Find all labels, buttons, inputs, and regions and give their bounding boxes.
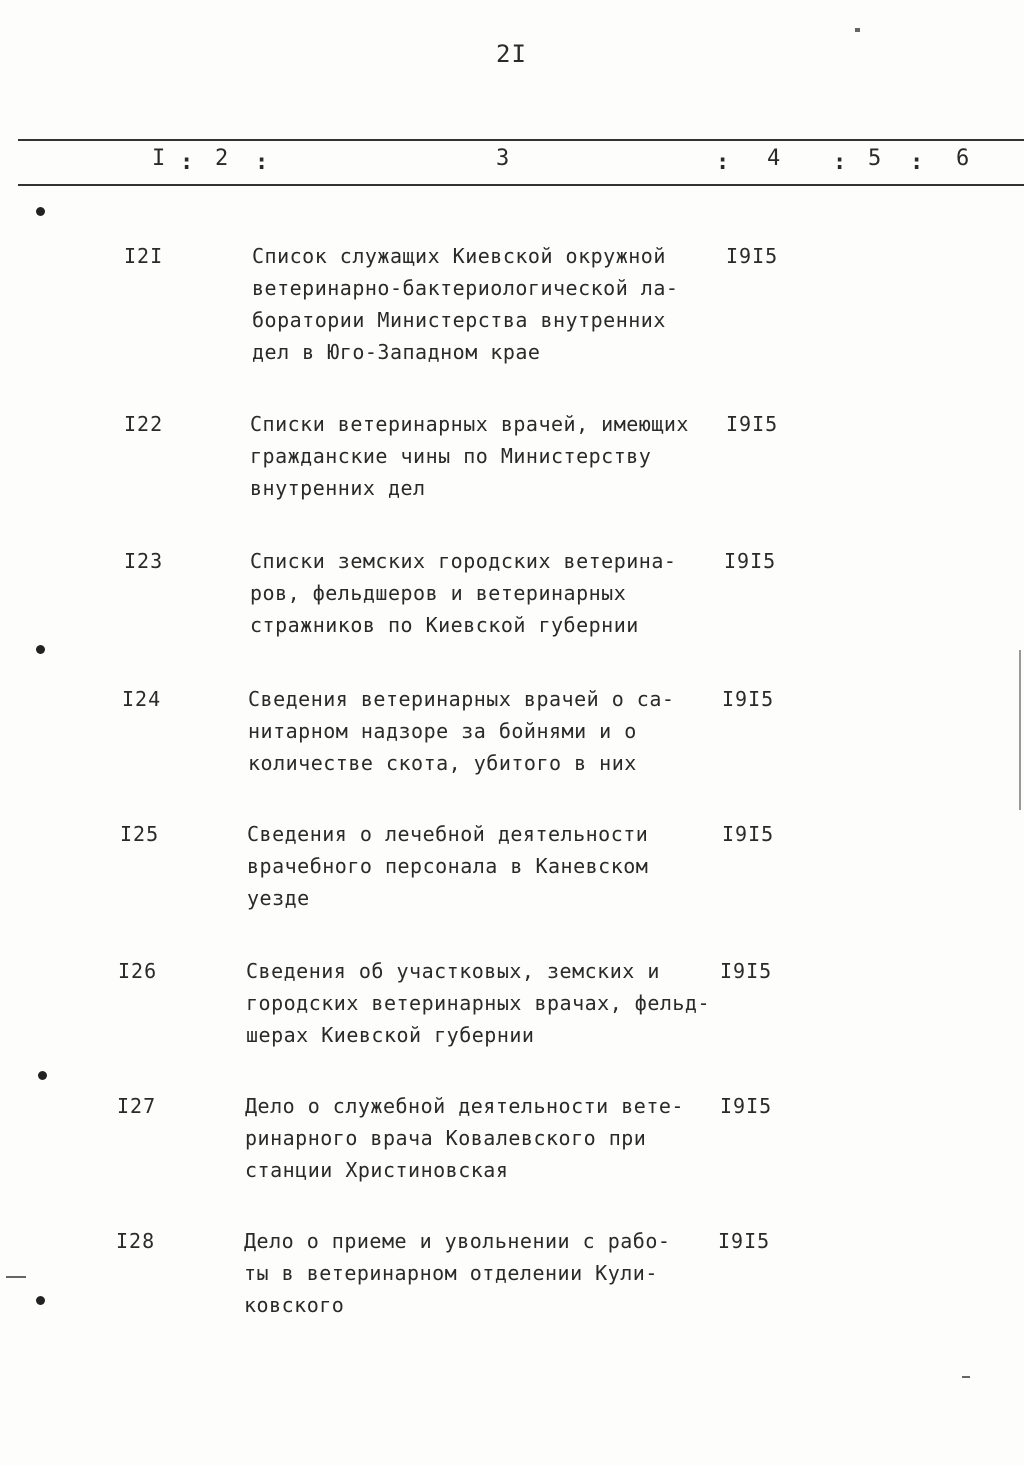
description-line: Сведения ветеринарных врачей о са- <box>248 687 675 711</box>
description-line: Дело о приеме и увольнении с рабо- <box>244 1229 671 1253</box>
column-header-2: 2 <box>215 146 229 171</box>
description-line: уезде <box>247 886 310 910</box>
description-line: нитарном надзоре за бойнями и о <box>248 719 637 743</box>
row-number: I26 <box>118 959 158 983</box>
row-description <box>250 545 676 641</box>
description-line: ты в ветеринарном отделении Кули- <box>244 1261 658 1285</box>
row-description <box>245 1090 684 1186</box>
column-separator: : <box>180 150 194 175</box>
column-header-1: I <box>152 146 166 171</box>
description-line: Списки земских городских ветерина- <box>250 549 677 573</box>
scan-speck <box>1019 650 1021 810</box>
description-line: дел в Юго-Западном крае <box>252 340 541 364</box>
description-line: Дело о служебной деятельности вете- <box>245 1094 684 1118</box>
description-line: гражданские чины по Министерству <box>250 444 652 468</box>
description-line: городских ветеринарных врачах, фельд- <box>246 991 711 1015</box>
scan-speck <box>962 1376 970 1378</box>
scan-speck <box>855 28 860 32</box>
column-separator: : <box>910 150 924 175</box>
row-year: I9I5 <box>720 959 773 983</box>
row-description <box>250 408 689 504</box>
description-line: количестве скота, убитого в них <box>248 751 637 775</box>
row-year: I9I5 <box>726 412 779 436</box>
row-description <box>244 1225 670 1321</box>
row-year: I9I5 <box>722 687 775 711</box>
row-number: I2I <box>124 244 164 268</box>
description-line: ковского <box>244 1293 345 1317</box>
description-line: Сведения о лечебной деятельности <box>247 822 649 846</box>
description-line: врачебного персонала в Каневском <box>247 854 649 878</box>
column-header-3: 3 <box>496 146 510 171</box>
column-header-4: 4 <box>767 146 781 171</box>
header-rule-bottom <box>18 184 1024 186</box>
description-line: Списки ветеринарных врачей, имеющих <box>250 412 689 436</box>
description-line: Сведения об участковых, земских и <box>246 959 660 983</box>
row-year: I9I5 <box>726 244 779 268</box>
column-header-6: 6 <box>956 146 970 171</box>
row-number: I23 <box>124 549 164 573</box>
column-header-5: 5 <box>868 146 882 171</box>
punch-hole-mark <box>36 1296 45 1305</box>
row-year: I9I5 <box>724 549 777 573</box>
description-line: ринарного врача Ковалевского при <box>245 1126 647 1150</box>
row-year: I9I5 <box>722 822 775 846</box>
row-number: I22 <box>124 412 164 436</box>
punch-hole-mark <box>36 645 45 654</box>
description-line: стражников по Киевской губернии <box>250 613 639 637</box>
punch-hole-mark <box>38 1071 47 1080</box>
description-line: внутренних дел <box>250 476 426 500</box>
row-description <box>246 955 710 1051</box>
description-line: ров, фельдшеров и ветеринарных <box>250 581 627 605</box>
column-separator: : <box>833 150 847 175</box>
description-line: ветеринарно-бактериологической ла- <box>252 276 679 300</box>
punch-hole-mark <box>36 207 45 216</box>
row-year: I9I5 <box>718 1229 771 1253</box>
description-line: Список служащих Киевской окружной <box>252 244 666 268</box>
row-description <box>252 240 678 368</box>
description-line: станции Христиновская <box>245 1158 509 1182</box>
column-separator: : <box>255 150 269 175</box>
description-line: шерах Киевской губернии <box>246 1023 535 1047</box>
page-number: 2I <box>496 40 527 68</box>
row-number: I25 <box>120 822 160 846</box>
scan-speck <box>6 1276 26 1278</box>
description-line: боратории Министерства внутренних <box>252 308 666 332</box>
row-year: I9I5 <box>720 1094 773 1118</box>
column-separator: : <box>716 150 730 175</box>
row-description <box>247 818 648 914</box>
row-number: I28 <box>116 1229 156 1253</box>
row-number: I27 <box>117 1094 157 1118</box>
header-rule-top <box>18 139 1024 141</box>
row-description <box>248 683 674 779</box>
row-number: I24 <box>122 687 162 711</box>
